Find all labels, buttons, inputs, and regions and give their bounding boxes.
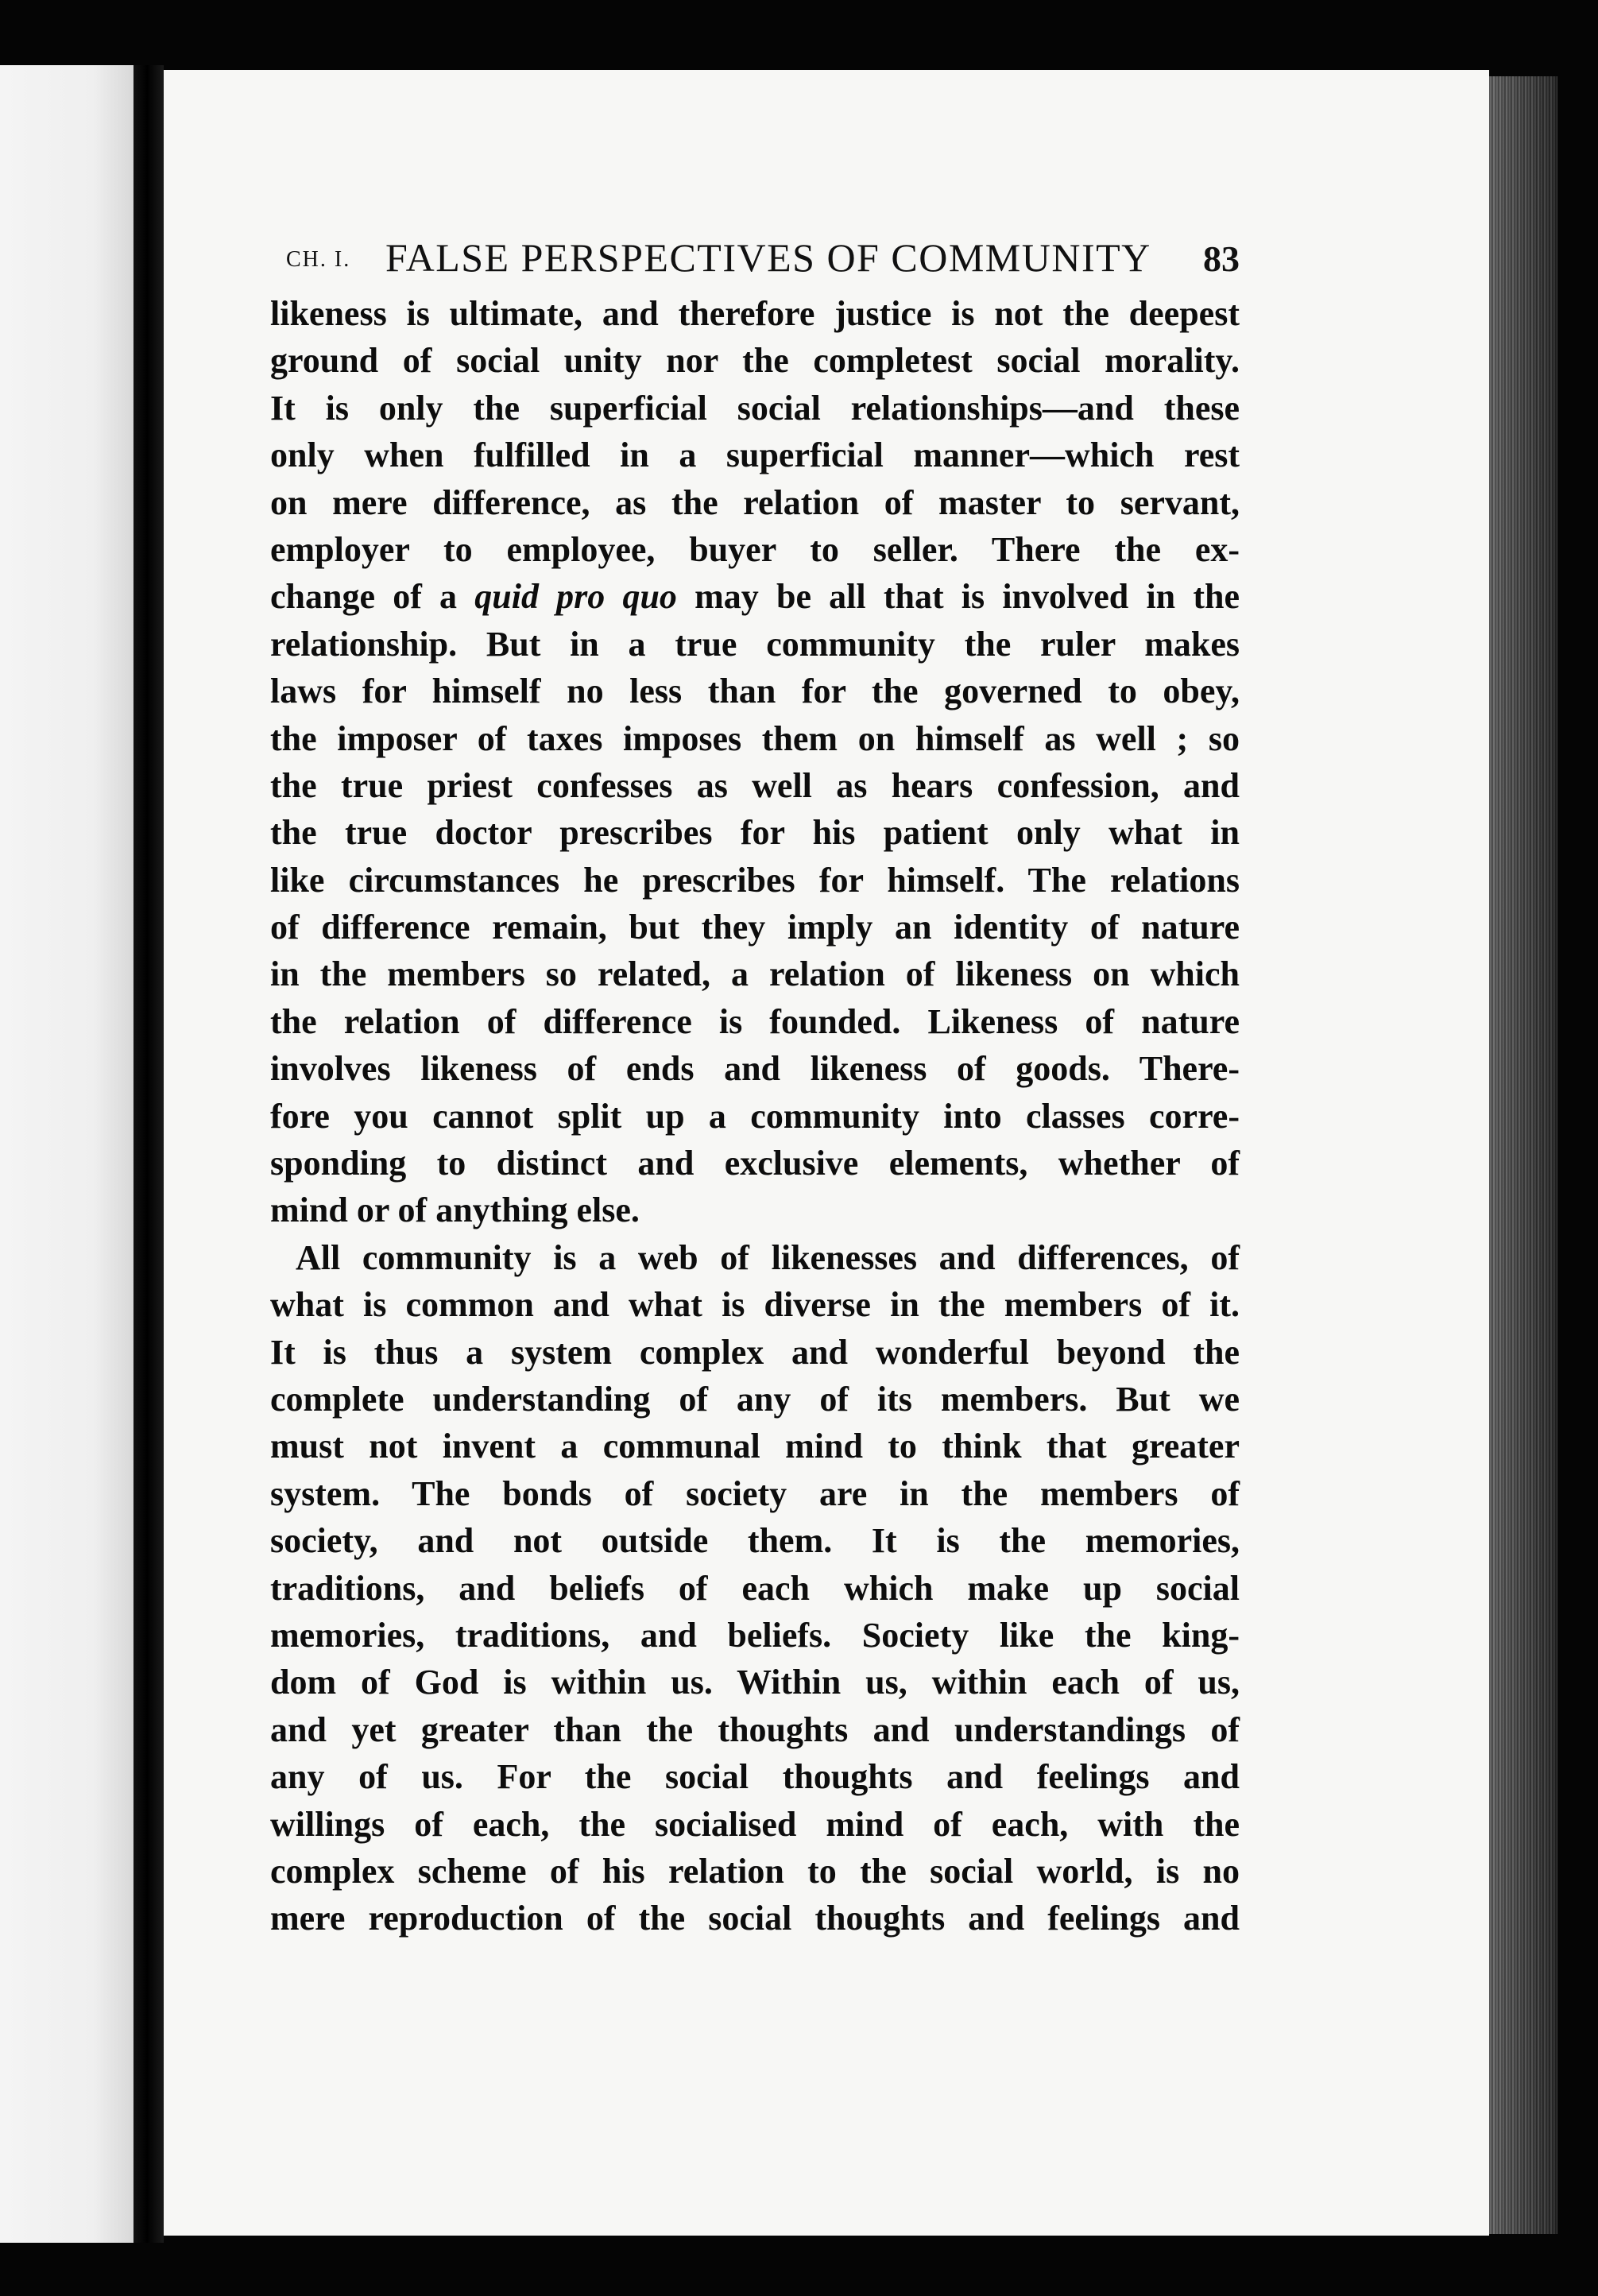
text-line: willings of each, the socialised mind of each, with the	[270, 1804, 1240, 1844]
text-line: only when fulfilled in a superficial manner—which rest	[270, 436, 1240, 475]
text-line: involves likeness of ends and likeness of goods. There-	[270, 1049, 1240, 1089]
text-line: likeness is ultimate, and therefore justice is not the deepest	[270, 294, 1240, 333]
text-line: on mere difference, as the relation of master to servant,	[270, 482, 1240, 522]
text-line: system. The bonds of society are in the members of	[270, 1473, 1240, 1513]
text-line: relationship. But in a true community the ruler makes	[270, 624, 1240, 664]
text-line: laws for himself no less than for the governed to obey,	[270, 672, 1240, 711]
text-line: in the members so related, a relation of likeness on which	[270, 954, 1240, 994]
text-line: memories, traditions, and beliefs. Society like the king-	[270, 1615, 1240, 1655]
text-line: like circumstances he prescribes for himself. The relations	[270, 860, 1240, 900]
text-line: It is thus a system complex and wonderful beyond the	[270, 1332, 1240, 1372]
chapter-marker: CH. I.	[286, 247, 351, 272]
paragraph-start-line: All community is a web of likenesses and differences, of	[296, 1237, 1240, 1277]
text-line: complete understanding of any of its members. But we	[270, 1379, 1240, 1419]
text-line: traditions, and beliefs of each which make up social	[270, 1568, 1240, 1608]
text-line: fore you cannot split up a community into classes corre-	[270, 1096, 1240, 1136]
text-line: of difference remain, but they imply an identity of nature	[270, 908, 1240, 947]
text-line: society, and not outside them. It is the memories,	[270, 1521, 1240, 1561]
book-gutter	[133, 65, 164, 2243]
text-line: what is common and what is diverse in the members of it.	[270, 1285, 1240, 1325]
text-line: change of a quid pro quo may be all that is involved in the	[270, 577, 1240, 617]
text-line: the relation of difference is founded. Likeness of nature	[270, 1001, 1240, 1041]
text-line: ground of social unity nor the completest social morality.	[270, 341, 1240, 381]
text-line: the true doctor prescribes for his patient only what in	[270, 813, 1240, 853]
paragraph-end-line: mind or of anything else.	[270, 1191, 640, 1230]
text-line: the true priest confesses as well as hears confession, and	[270, 765, 1240, 805]
text-line: and yet greater than the thoughts and understandings of	[270, 1709, 1240, 1749]
body-text	[270, 290, 1240, 1942]
text-line: It is only the superficial social relationships—and these	[270, 388, 1240, 428]
page-stack-edges	[1489, 76, 1557, 2234]
text-line: employer to employee, buyer to seller. There the ex-	[270, 529, 1240, 569]
page-number: 83	[1203, 238, 1240, 279]
text-line: must not invent a communal mind to think that greater	[270, 1427, 1240, 1466]
text-line: sponding to distinct and exclusive elements, whether of	[270, 1144, 1240, 1183]
text-line: any of us. For the social thoughts and feelings and	[270, 1757, 1240, 1797]
text-line: complex scheme of his relation to the social world, is no	[270, 1851, 1240, 1891]
text-line: the imposer of taxes imposes them on himself as well ; so	[270, 718, 1240, 758]
text-line: mere reproduction of the social thoughts and feelings and	[270, 1899, 1240, 1938]
left-page-edge	[0, 65, 133, 2243]
running-head	[286, 234, 1248, 285]
running-head-title: FALSE PERSPECTIVES OF COMMUNITY	[385, 235, 1151, 280]
text-line: dom of God is within us. Within us, within each of us,	[270, 1663, 1240, 1702]
